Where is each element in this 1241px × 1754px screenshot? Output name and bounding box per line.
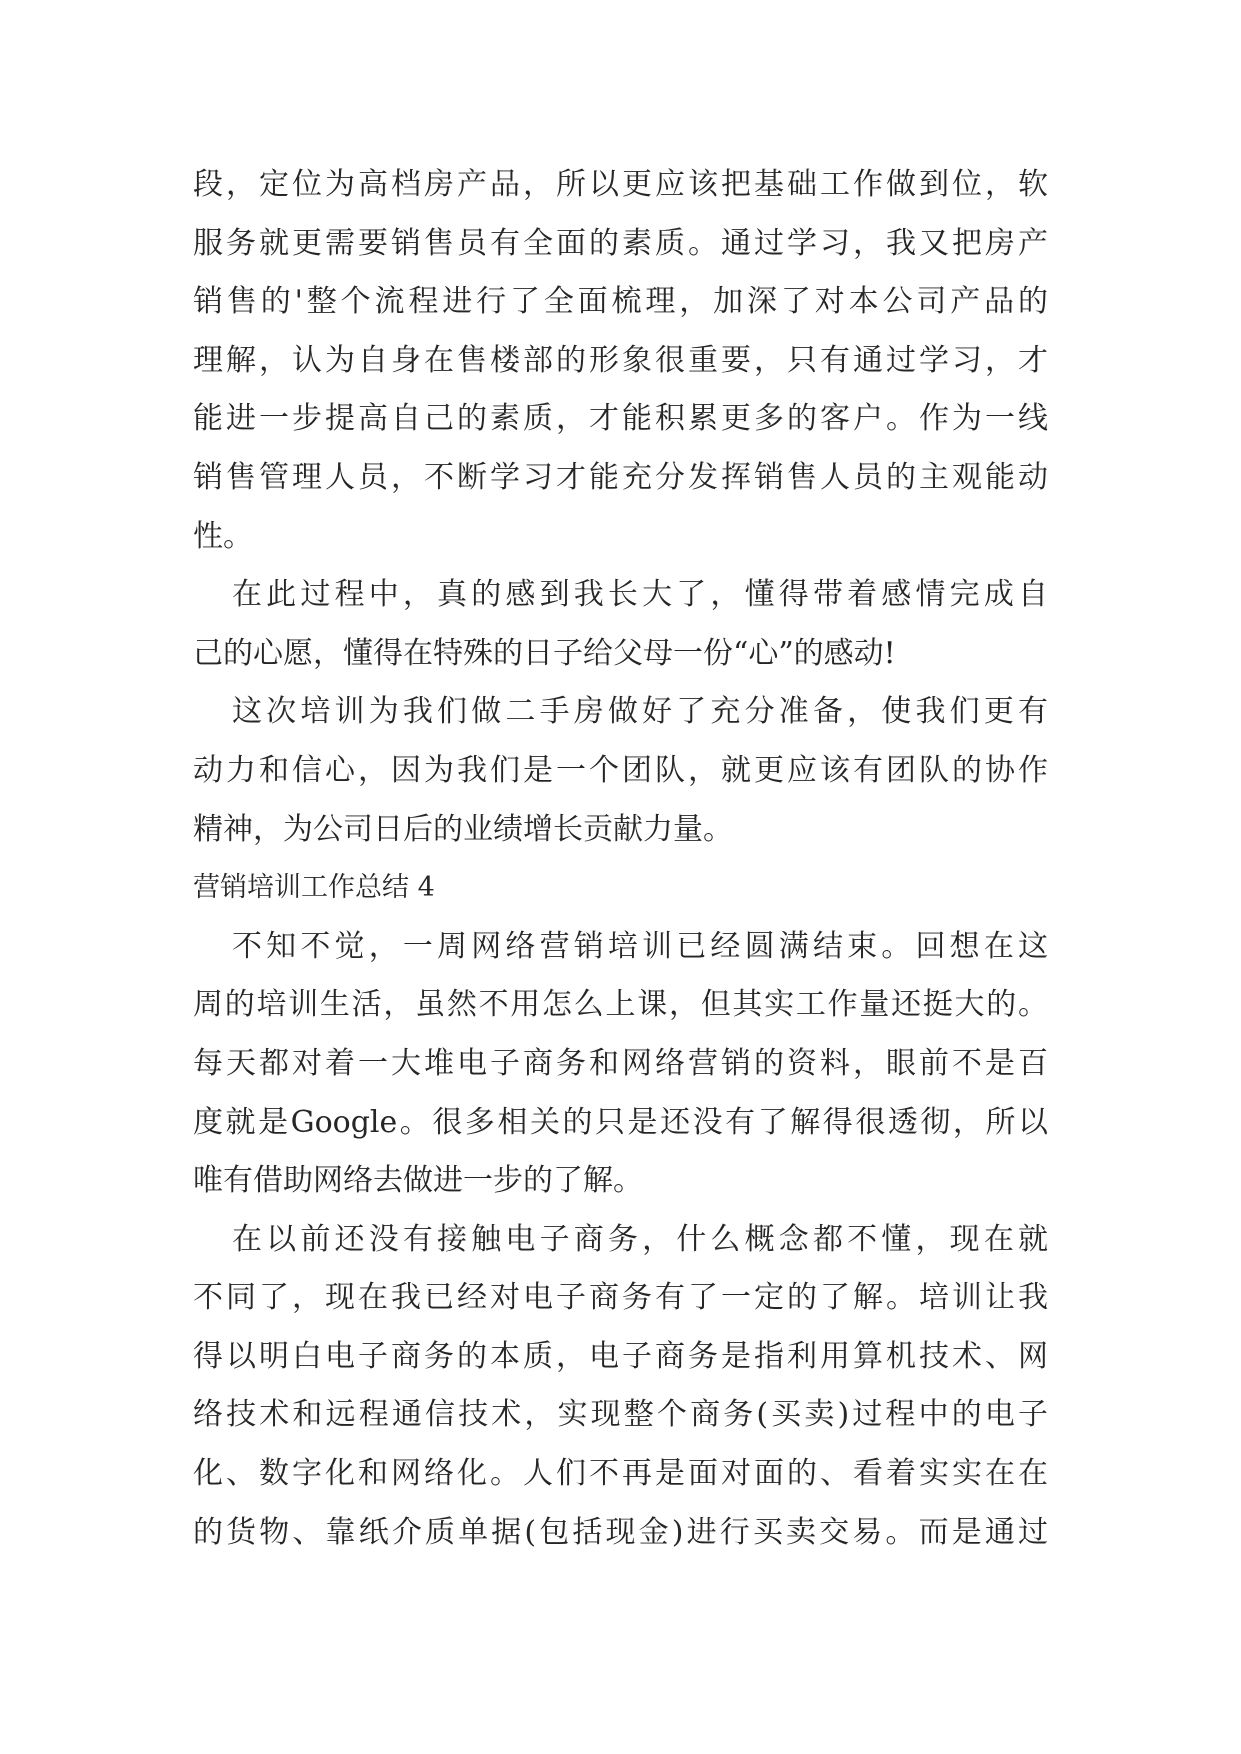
paragraph-line: 己的心愿，懂得在特殊的日子给父母一份“心”的感动! — [193, 635, 896, 671]
paragraph — [193, 683, 1048, 859]
paragraph-line: 能进一步提高自己的素质，才能积累更多的客户。作为一线 — [193, 401, 1048, 437]
paragraph-line: 每天都对着一大堆电子商务和网络营销的资料，眼前不是百 — [193, 1045, 1048, 1081]
paragraph-line: 段，定位为高档房产品，所以更应该把基础工作做到位，软 — [193, 167, 1048, 202]
paragraph-line: 理解，认为自身在售楼部的形象很重要，只有通过学习，才 — [193, 342, 1048, 378]
paragraph-line: 化、数字化和网络化。人们不再是面对面的、看着实实在在 — [193, 1456, 1048, 1492]
paragraph-line: 度就是Google。很多相关的只是还没有了解得很透彻，所以 — [193, 1104, 1048, 1140]
paragraph-line: 得以明白电子商务的本质，电子商务是指利用算机技术、网 — [193, 1338, 1048, 1374]
paragraph — [193, 918, 1048, 1211]
paragraph-line: 的货物、靠纸介质单据(包括现金)进行买卖交易。而是通过 — [193, 1514, 1048, 1550]
paragraph-line: 在以前还没有接触电子商务，什么概念都不懂，现在就 — [232, 1221, 1048, 1257]
section-heading: 营销培训工作总结 4 — [193, 872, 435, 904]
paragraph-line: 络技术和远程通信技术，实现整个商务(买卖)过程中的电子 — [193, 1397, 1048, 1433]
paragraph-line: 不同了，现在我已经对电子商务有了一定的了解。培训让我 — [193, 1280, 1048, 1316]
paragraph-line: 服务就更需要销售员有全面的素质。通过学习，我又把房产 — [193, 225, 1048, 261]
paragraph-line: 销售管理人员，不断学习才能充分发挥销售人员的主观能动 — [193, 459, 1048, 495]
paragraph-line: 不知不觉，一周网络营销培训已经圆满结束。回想在这 — [232, 928, 1048, 964]
paragraph-line: 这次培训为我们做二手房做好了充分准备，使我们更有 — [232, 694, 1048, 730]
paragraph-line: 性。 — [193, 518, 253, 554]
paragraph-line: 精神，为公司日后的业绩增长贡献力量。 — [193, 811, 733, 847]
paragraph — [193, 566, 1048, 683]
paragraph-line: 在此过程中，真的感到我长大了，懂得带着感情完成自 — [232, 577, 1048, 613]
paragraph-line: 动力和信心，因为我们是一个团队，就更应该有团队的协作 — [193, 752, 1048, 788]
paragraph — [193, 156, 1048, 566]
document-body — [193, 156, 1048, 1562]
paragraph-line: 唯有借助网络去做进一步的了解。 — [193, 1163, 643, 1199]
paragraph-line: 周的培训生活，虽然不用怎么上课，但其实工作量还挺大的。 — [193, 987, 1048, 1023]
paragraph — [193, 1211, 1048, 1563]
paragraph-line: 销售的'整个流程进行了全面梳理，加深了对本公司产品的 — [193, 284, 1048, 320]
